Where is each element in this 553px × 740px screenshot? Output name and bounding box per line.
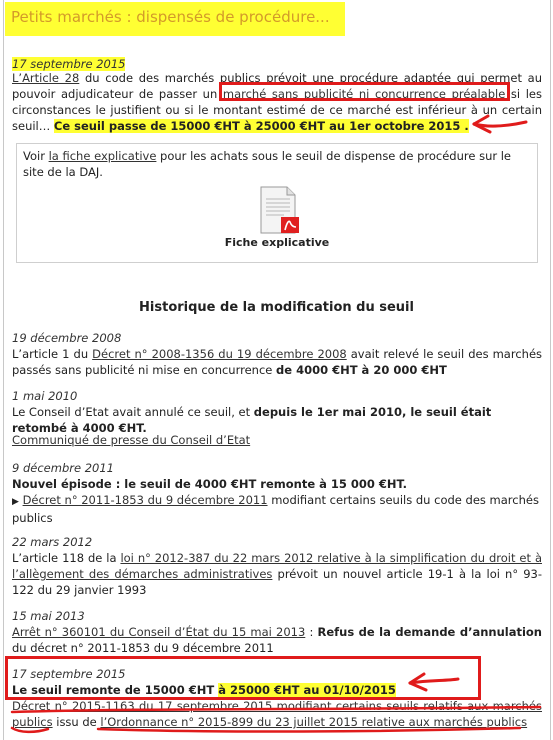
arret-2013-link[interactable]: Arrêt n° 360101 du Conseil d’État du 15 mai 2013: [12, 625, 306, 639]
entry-text: :: [305, 625, 318, 639]
entry-bold: de 4000 €HT à 20 000 €HT: [276, 363, 447, 377]
entry-bold: Refus de la demande d’annulation: [317, 625, 542, 639]
article-28-link[interactable]: L’Article 28: [12, 71, 80, 85]
fiche-text-before: Voir: [23, 149, 49, 163]
ordonnance-2015-link[interactable]: l’Ordonnance n° 2015-899 du 23 juillet 2015 relative aux marchés publics: [100, 715, 528, 729]
entry-text: L’article 1 du: [12, 347, 93, 361]
entry-text: du décret n° 2011-1853 du 9 décembre 2011: [12, 641, 274, 655]
entry-text: issu de: [52, 715, 101, 729]
intro-text-1: du code des marchés publics prévoit une procédure adaptée qui permet au pouvoir adjudicateur de passer un: [12, 71, 542, 101]
loi-2012-link[interactable]: loi n° 2012-387 du 22 mars 2012 relative à la simplification du droit et à l’allègement des démarches administratives: [12, 551, 542, 581]
entry-text: modifiant certains seuils du code des marchés publics: [12, 493, 539, 525]
entry-date: 19 décembre 2008: [12, 331, 122, 345]
entry-date: 9 décembre 2011: [12, 461, 114, 475]
marche-sans-publicite-link[interactable]: marché sans publicité ni concurrence préalable: [222, 87, 506, 101]
decret-2011-link[interactable]: Décret n° 2011-1853 du 9 décembre 2011: [22, 493, 268, 507]
entry-date: 1 mai 2010: [12, 389, 78, 403]
entry-text: L’article 118 de la: [12, 551, 121, 565]
fiche-explicative-link[interactable]: la fiche explicative: [48, 149, 157, 163]
intro-text-2: si les circonstances le justifient ou si le montant estimé de ce marché est inférieur à un certain seuil…: [12, 87, 542, 133]
entry-text: avait relevé le seuil des marchés passés sans publicité ni mise en concurrence: [12, 347, 543, 377]
entry-bold: Le seuil remonte de 15000 €HT: [12, 683, 219, 697]
fiche-text-after: pour les achats sous le seuil de dispense de procédure sur le site de la DAJ.: [23, 149, 512, 179]
fiche-label: Fiche explicative: [224, 236, 330, 249]
page-title: Petits marchés : dispensés de procédure...: [5, 2, 345, 36]
annotation-underline: [12, 707, 540, 732]
decret-2008-link[interactable]: Décret n° 2008-1356 du 19 décembre 2008: [92, 347, 347, 361]
entry-date: 15 mai 2013: [12, 609, 85, 623]
threshold-highlight: Ce seuil passe de 15000 €HT à 25000 €HT au 1er octobre 2015 .: [53, 119, 469, 133]
communique-conseil-etat-link[interactable]: Communiqué de presse du Conseil d’Etat: [12, 433, 251, 447]
entry-text: Le Conseil d’Etat avait annulé ce seuil, et: [12, 405, 254, 419]
triangle-icon: ▶: [12, 497, 19, 507]
entry-date: 17 septembre 2015: [12, 667, 126, 681]
intro-date-text: 17 septembre 2015: [12, 57, 126, 71]
history-heading: Historique de la modification du seuil: [139, 300, 414, 315]
entry-bold-highlight: à 25000 €HT au 01/10/2015: [218, 683, 396, 697]
entry-bold: Nouvel épisode : le seuil de 4000 €HT remonte à 15 000 €HT.: [12, 477, 408, 491]
annotation-arrow: [410, 674, 458, 690]
entry-text: prévoit un nouvel article 19-1 à la loi n° 93-122 du 29 janvier 1993: [12, 567, 542, 597]
entry-date: 22 mars 2012: [12, 535, 93, 549]
annotation-arrow: [474, 116, 526, 132]
entry-bold: depuis le 1er mai 2010, le seuil était retombé à 4000 €HT.: [12, 405, 492, 435]
decret-2015-link[interactable]: Décret n° 2015-1163 du 17 septembre 2015 modifiant certains seuils relatifs aux marchés publics: [12, 699, 542, 729]
